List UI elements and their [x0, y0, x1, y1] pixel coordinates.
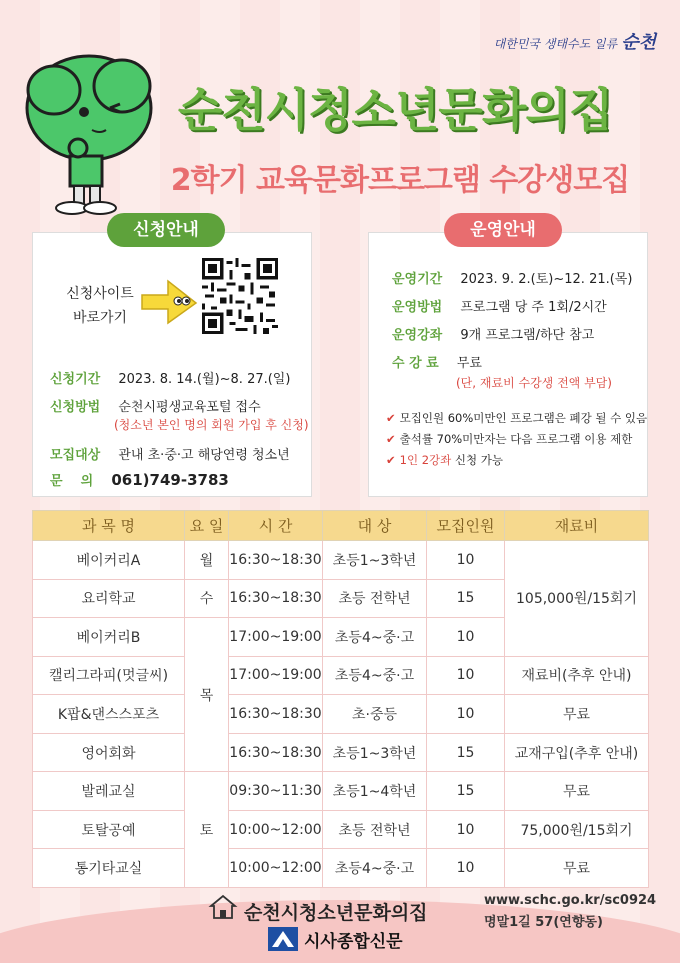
course-count: 10	[427, 618, 505, 657]
course-time: 09:30~11:30	[229, 772, 323, 811]
course-time: 17:00~19:00	[229, 656, 323, 695]
header-course: 과 목 명	[33, 511, 185, 541]
course-name: 베이커리A	[33, 541, 185, 580]
course-count: 10	[427, 541, 505, 580]
course-count: 15	[427, 733, 505, 772]
check-icon: ✔	[386, 411, 396, 425]
operate-courses-key: 운영강좌	[392, 328, 443, 343]
header-fee: 재료비	[505, 511, 649, 541]
check-icon: ✔	[386, 432, 396, 446]
course-time: 16:30~18:30	[229, 733, 323, 772]
course-target: 초등4~중·고	[323, 656, 427, 695]
course-target: 초등1~3학년	[323, 541, 427, 580]
course-day: 목	[185, 618, 229, 772]
slogan-text: 대한민국 생태수도 일류	[493, 37, 618, 51]
apply-target-value: 관내 초·중·고 해당연령 청소년	[118, 448, 290, 463]
course-target: 초등 전학년	[323, 579, 427, 618]
course-fee: 75,000원/15회기	[505, 810, 649, 849]
header-day: 요 일	[185, 511, 229, 541]
operate-courses-row	[392, 324, 594, 343]
site-shortcut-label	[60, 282, 140, 330]
operate-method-key: 운영방법	[392, 300, 443, 315]
apply-period-value: 2023. 8. 14.(월)~8. 27.(일)	[118, 372, 291, 387]
course-name: 토탈공예	[33, 810, 185, 849]
course-name: 발레교실	[33, 772, 185, 811]
operate-period-key: 운영기간	[392, 272, 443, 287]
mascot-illustration	[14, 38, 164, 218]
qr-code-icon[interactable]	[202, 258, 278, 334]
operate-fee-value: 무료	[456, 356, 482, 371]
table-row	[33, 772, 649, 811]
apply-period-key: 신청기간	[50, 372, 101, 387]
course-time: 17:00~19:00	[229, 618, 323, 657]
operate-period-value: 2023. 9. 2.(토)~12. 21.(목)	[460, 272, 633, 287]
arrow-icon	[138, 277, 198, 327]
operate-note-3-text: 신청 가능	[454, 453, 504, 467]
apply-contact-value: 061)749-3783	[111, 471, 229, 489]
course-fee: 105,000원/15회기	[505, 541, 649, 657]
operate-note-1	[386, 410, 647, 426]
operate-courses-value: 9개 프로그램/하단 참고	[460, 328, 595, 343]
table-row	[33, 849, 649, 888]
operate-period-row	[392, 268, 632, 287]
course-count: 10	[427, 656, 505, 695]
course-fee: 무료	[505, 695, 649, 734]
page-subtitle: 2학기 교육문화프로그램 수강생모집	[170, 163, 630, 198]
center-logo-icon	[208, 892, 238, 922]
footer-url[interactable]: www.schc.go.kr/sc0924	[484, 893, 657, 908]
course-target: 초등 전학년	[323, 810, 427, 849]
table-header-row	[33, 511, 649, 541]
site-label-line-1: 신청사이트	[66, 286, 134, 302]
page-title: 순천시청소년문화의집	[177, 83, 613, 137]
press-name: 시사종합신문	[304, 931, 403, 952]
footer-center-name: 순천시청소년문화의집	[244, 902, 428, 924]
course-name: K팝&댄스스포츠	[33, 695, 185, 734]
course-name: 영어회화	[33, 733, 185, 772]
apply-contact-key: 문 의	[50, 474, 94, 489]
table-row	[33, 733, 649, 772]
operate-fee-note: (단, 재료비 수강생 전액 부담)	[456, 376, 612, 390]
operate-tab: 운영안내	[444, 213, 562, 247]
operate-note-2-text: 출석률 70%미만자는 다음 프로그램 이용 제한	[399, 432, 633, 446]
check-icon: ✔	[386, 453, 396, 467]
course-time: 16:30~18:30	[229, 541, 323, 580]
site-label-line-2: 바로가기	[72, 310, 128, 326]
apply-method-row	[50, 396, 261, 415]
course-count: 10	[427, 849, 505, 888]
course-count: 15	[427, 579, 505, 618]
course-target: 초등4~중·고	[323, 849, 427, 888]
course-count: 10	[427, 695, 505, 734]
course-fee: 재료비(추후 안내)	[505, 656, 649, 695]
table-row	[33, 541, 649, 580]
course-target: 초등4~중·고	[323, 618, 427, 657]
course-name: 캘리그라피(멋글씨)	[33, 656, 185, 695]
course-target: 초등1~4학년	[323, 772, 427, 811]
course-time: 10:00~12:00	[229, 849, 323, 888]
operate-note-3	[386, 452, 503, 468]
table-row	[33, 695, 649, 734]
apply-target-key: 모집대상	[50, 448, 101, 463]
operate-fee-key: 수 강 료	[392, 356, 439, 371]
program-schedule-table	[32, 510, 649, 888]
operate-method-value: 프로그램 당 주 1회/2시간	[460, 300, 607, 315]
slogan-city: 순천	[621, 32, 656, 53]
press-logo	[268, 926, 403, 952]
course-time: 16:30~18:30	[229, 579, 323, 618]
course-day: 토	[185, 772, 229, 888]
header-count: 모집인원	[427, 511, 505, 541]
press-logo-icon	[268, 927, 298, 951]
table-row	[33, 810, 649, 849]
header-time: 시 간	[229, 511, 323, 541]
operate-fee-row	[392, 352, 482, 371]
apply-period-row	[50, 368, 290, 387]
city-slogan	[494, 28, 656, 54]
header-target: 대 상	[323, 511, 427, 541]
course-day: 수	[185, 579, 229, 618]
table-row	[33, 656, 649, 695]
operate-method-row	[392, 296, 607, 315]
apply-method-value: 순천시평생교육포털 접수	[118, 400, 261, 415]
apply-method-note: (청소년 본인 명의 회원 가입 후 신청)	[114, 418, 309, 432]
course-time: 10:00~12:00	[229, 810, 323, 849]
course-fee: 무료	[505, 772, 649, 811]
apply-target-row	[50, 444, 290, 463]
course-time: 16:30~18:30	[229, 695, 323, 734]
course-day: 월	[185, 541, 229, 580]
course-target: 초·중등	[323, 695, 427, 734]
operate-note-3-lead: 1인 2강좌	[399, 453, 452, 467]
course-name: 요리학교	[33, 579, 185, 618]
operate-note-2	[386, 431, 632, 447]
course-count: 10	[427, 810, 505, 849]
course-fee: 무료	[505, 849, 649, 888]
apply-contact-row	[50, 470, 229, 489]
apply-tab: 신청안내	[107, 213, 225, 247]
course-fee: 교재구입(추후 안내)	[505, 733, 649, 772]
apply-method-key: 신청방법	[50, 400, 101, 415]
course-count: 15	[427, 772, 505, 811]
course-target: 초등1~3학년	[323, 733, 427, 772]
footer-address: 명말1길 57(연향동)	[484, 915, 603, 930]
operate-note-1-text: 모집인원 60%미만인 프로그램은 폐강 될 수 있음	[399, 411, 648, 425]
course-name: 베이커리B	[33, 618, 185, 657]
course-name: 통기타교실	[33, 849, 185, 888]
